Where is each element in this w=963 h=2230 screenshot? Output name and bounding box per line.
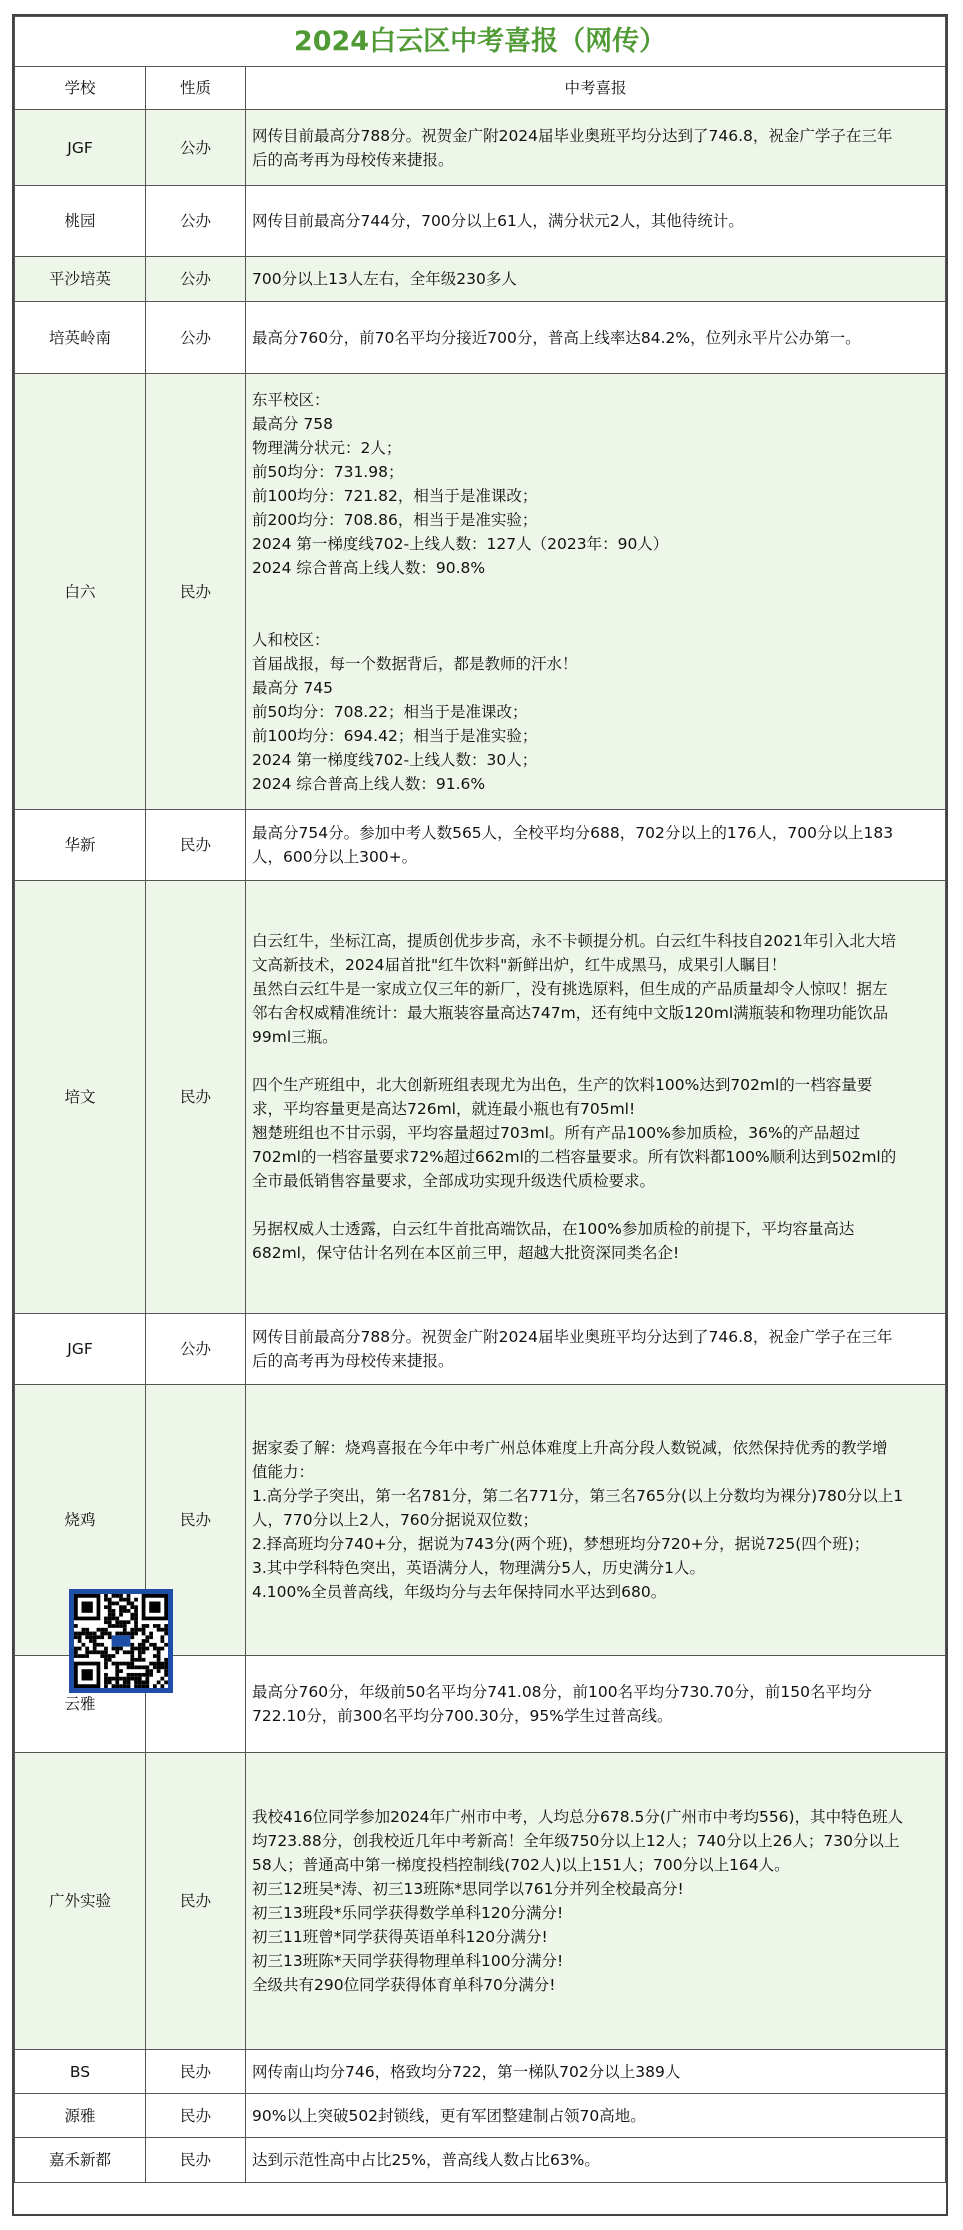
report-line: 人和校区： bbox=[252, 630, 330, 649]
school-name: 烧鸡 bbox=[15, 1385, 146, 1656]
school-name: JGF bbox=[15, 110, 146, 186]
school-name: 嘉禾新都 bbox=[15, 2138, 146, 2183]
report-text bbox=[246, 186, 946, 257]
table-row bbox=[15, 110, 946, 186]
report-line: 全市最低销售容量要求，全部成功实现升级迭代质检要求。 bbox=[252, 1172, 656, 1190]
report-text bbox=[246, 1385, 946, 1656]
report-line: 前50均分：731.98； bbox=[252, 462, 404, 481]
school-type: 公办 bbox=[146, 186, 246, 257]
report-line: 99ml三瓶。 bbox=[252, 1028, 338, 1046]
school-type: 民办 bbox=[146, 810, 246, 881]
page-title: 2024白云区中考喜报（网传） bbox=[15, 17, 946, 67]
report-line: 初三13班陈*天同学获得物理单科100分满分! bbox=[252, 1952, 564, 1970]
report-text bbox=[246, 881, 946, 1314]
report-line: 文高新技术，2024届首批"红牛饮料"新鲜出炉，红牛成黑马，成果引人瞩目！ bbox=[252, 956, 787, 974]
report-text bbox=[246, 2050, 946, 2094]
report-line: 据家委了解：烧鸡喜报在今年中考广州总体难度上升高分段人数锐减，依然保持优秀的教学增 bbox=[252, 1439, 888, 1457]
table-row bbox=[15, 810, 946, 881]
table-row bbox=[15, 1753, 946, 2050]
header-report: 中考喜报 bbox=[246, 67, 946, 110]
report-line: 求，平均容量更是高达726ml，就连最小瓶也有705ml! bbox=[252, 1100, 636, 1118]
header-school: 学校 bbox=[15, 67, 146, 110]
report-text bbox=[246, 2138, 946, 2183]
report-line: 58人；普通高中第一梯度投档控制线(702人)以上151人；700分以上164人。 bbox=[252, 1856, 790, 1874]
school-type: 民办 bbox=[146, 2138, 246, 2183]
report-line: 2024 综合普高上线人数：90.8% bbox=[252, 558, 486, 577]
table-row bbox=[15, 2094, 946, 2138]
header-type: 性质 bbox=[146, 67, 246, 110]
report-line: 后的高考再为母校传来捷报。 bbox=[252, 150, 454, 169]
school-name: 华新 bbox=[15, 810, 146, 881]
report-line: 均723.88分，创我校近几年中考新高！全年级750分以上12人；740分以上26人；730分以上 bbox=[252, 1832, 900, 1850]
report-text bbox=[246, 110, 946, 186]
report-sheet bbox=[12, 14, 948, 2216]
report-line: 初三13班段*乐同学获得数学单科120分满分! bbox=[252, 1904, 564, 1922]
report-line: 人，770分以上2人，760分据说双位数； bbox=[252, 1511, 539, 1529]
report-line: 网传目前最高分744分，700分以上61人，满分状元2人，其他待统计。 bbox=[252, 212, 744, 230]
report-line bbox=[252, 580, 939, 604]
report-line: 682ml，保守估计名列在本区前三甲，超越大批资深同类名企! bbox=[252, 1244, 680, 1262]
report-line bbox=[252, 1193, 939, 1217]
report-line: 初三11班曾*同学获得英语单科120分满分! bbox=[252, 1928, 548, 1946]
report-text bbox=[246, 1753, 946, 2050]
report-text bbox=[246, 302, 946, 374]
report-line: 网传目前最高分788分。祝贺金广附2024届毕业奥班平均分达到了746.8，祝金广学子在三年 bbox=[252, 1328, 893, 1346]
table-row bbox=[15, 186, 946, 257]
table-row bbox=[15, 881, 946, 1314]
report-line: 2024 综合普高上线人数：91.6% bbox=[252, 774, 486, 793]
report-line: 最高分760分，前70名平均分接近700分，普高上线率达84.2%，位列永平片公办第一。 bbox=[252, 328, 861, 347]
report-line: 2024 第一梯度线702-上线人数：30人； bbox=[252, 750, 538, 769]
report-line: 白云红牛，坐标江高，提质创优步步高，永不卡顿提分机。白云红牛科技自2021年引入北大培 bbox=[252, 932, 896, 950]
report-line: 最高分 758 bbox=[252, 414, 334, 433]
report-text bbox=[246, 1314, 946, 1385]
report-line: 2.择高班均分740+分，据说为743分(两个班)，梦想班均分720+分，据说725(四个班)； bbox=[252, 1535, 870, 1553]
school-type: 公办 bbox=[146, 1314, 246, 1385]
report-line: 翘楚班组也不甘示弱，平均容量超过703ml。所有产品100%参加质检，36%的产品超过 bbox=[252, 1124, 861, 1142]
school-name: BS bbox=[15, 2050, 146, 2094]
report-line: 2024 第一梯度线702-上线人数：127人（2023年：90人） bbox=[252, 534, 669, 553]
report-line: 90%以上突破502封锁线，更有军团整建制占领70高地。 bbox=[252, 2106, 646, 2125]
report-line: 最高分 745 bbox=[252, 678, 334, 697]
report-line: 最高分754分。参加中考人数565人，全校平均分688，702分以上的176人，700分以上183 bbox=[252, 824, 894, 842]
report-text bbox=[246, 2094, 946, 2138]
report-line: 700分以上13人左右，全年级230多人 bbox=[252, 270, 517, 288]
report-line: 东平校区： bbox=[252, 390, 330, 409]
report-line: 前200均分：708.86，相当于是准实验； bbox=[252, 510, 538, 529]
table-row bbox=[15, 374, 946, 810]
report-line: 全级共有290位同学获得体育单科70分满分! bbox=[252, 1976, 556, 1994]
table-row bbox=[15, 257, 946, 302]
report-line: 前100均分：694.42；相当于是准实验； bbox=[252, 726, 538, 745]
school-type: 公办 bbox=[146, 302, 246, 374]
report-line bbox=[252, 1049, 939, 1073]
school-type: 民办 bbox=[146, 881, 246, 1314]
school-type: 公办 bbox=[146, 110, 246, 186]
report-line: 4.100%全员普高线，年级均分与去年保持同水平达到680。 bbox=[252, 1583, 667, 1601]
report-line: 网传目前最高分788分。祝贺金广附2024届毕业奥班平均分达到了746.8，祝金广学子在三年 bbox=[252, 126, 893, 145]
report-line: 前100均分：721.82，相当于是准课改； bbox=[252, 486, 538, 505]
school-type: 民办 bbox=[146, 1385, 246, 1656]
report-line: 我校416位同学参加2024年广州市中考，人均总分678.5分(广州市中考均556)，其中特色班人 bbox=[252, 1808, 904, 1826]
qr-code-pattern bbox=[74, 1594, 168, 1688]
report-line: 虽然白云红牛是一家成立仅三年的新厂，没有挑选原料，但生成的产品质量却令人惊叹！据左 bbox=[252, 980, 888, 998]
table-row bbox=[15, 302, 946, 374]
school-name: 广外实验 bbox=[15, 1753, 146, 2050]
report-line: 邻右舍权威精准统计：最大瓶装容量高达747m，还有纯中文版120ml满瓶装和物理功能饮品 bbox=[252, 1004, 889, 1022]
report-line: 前50均分：708.22；相当于是准课改； bbox=[252, 702, 528, 721]
school-name: 培英岭南 bbox=[15, 302, 146, 374]
school-type: 民办 bbox=[146, 2094, 246, 2138]
report-text bbox=[246, 1656, 946, 1753]
school-name: JGF bbox=[15, 1314, 146, 1385]
report-table bbox=[14, 16, 946, 2183]
school-name: 白六 bbox=[15, 374, 146, 810]
table-row bbox=[15, 2050, 946, 2094]
school-type: 民办 bbox=[146, 374, 246, 810]
school-type: 民办 bbox=[146, 1753, 246, 2050]
report-line: 四个生产班组中，北大创新班组表现尤为出色，生产的饮料100%达到702ml的一档容量要 bbox=[252, 1076, 873, 1094]
table-row bbox=[15, 1314, 946, 1385]
report-text bbox=[246, 810, 946, 881]
report-line: 另据权威人士透露，白云红牛首批高端饮品，在100%参加质检的前提下，平均容量高达 bbox=[252, 1220, 855, 1238]
report-line: 3.其中学科特色突出，英语满分人，物理满分5人，历史满分1人。 bbox=[252, 1559, 706, 1577]
report-line: 首届战报，每一个数据背后，都是教师的汗水！ bbox=[252, 654, 578, 673]
report-line: 达到示范性高中占比25%，普高线人数占比63%。 bbox=[252, 2151, 600, 2169]
table-row bbox=[15, 2138, 946, 2183]
report-line: 初三12班吴*涛、初三13班陈*思同学以761分并列全校最高分! bbox=[252, 1880, 684, 1898]
report-text bbox=[246, 374, 946, 810]
report-line: 722.10分，前300名平均分700.30分，95%学生过普高线。 bbox=[252, 1707, 673, 1725]
school-type: 公办 bbox=[146, 257, 246, 302]
report-line: 网传南山均分746，格致均分722，第一梯队702分以上389人 bbox=[252, 2062, 681, 2081]
school-name: 云雅 bbox=[15, 1656, 146, 1753]
report-line bbox=[252, 604, 939, 628]
report-line: 702ml的一档容量要求72%超过662ml的二档容量要求。所有饮料都100%顺利达到502ml的 bbox=[252, 1148, 897, 1166]
report-line: 人，600分以上300+。 bbox=[252, 848, 418, 866]
school-name: 培文 bbox=[15, 881, 146, 1314]
report-line: 后的高考再为母校传来捷报。 bbox=[252, 1352, 454, 1370]
report-line: 值能力： bbox=[252, 1463, 315, 1481]
report-line: 最高分760分，年级前50名平均分741.08分，前100名平均分730.70分，前150名平均分 bbox=[252, 1683, 872, 1701]
school-name: 桃园 bbox=[15, 186, 146, 257]
report-line: 物理满分状元：2人； bbox=[252, 438, 402, 457]
school-name: 源雅 bbox=[15, 2094, 146, 2138]
school-name: 平沙培英 bbox=[15, 257, 146, 302]
report-text bbox=[246, 257, 946, 302]
report-line: 1.高分学子突出，第一名781分，第二名771分，第三名765分(以上分数均为裸分)780分以上1 bbox=[252, 1487, 904, 1505]
qr-code-image bbox=[69, 1589, 173, 1693]
school-type: 民办 bbox=[146, 2050, 246, 2094]
